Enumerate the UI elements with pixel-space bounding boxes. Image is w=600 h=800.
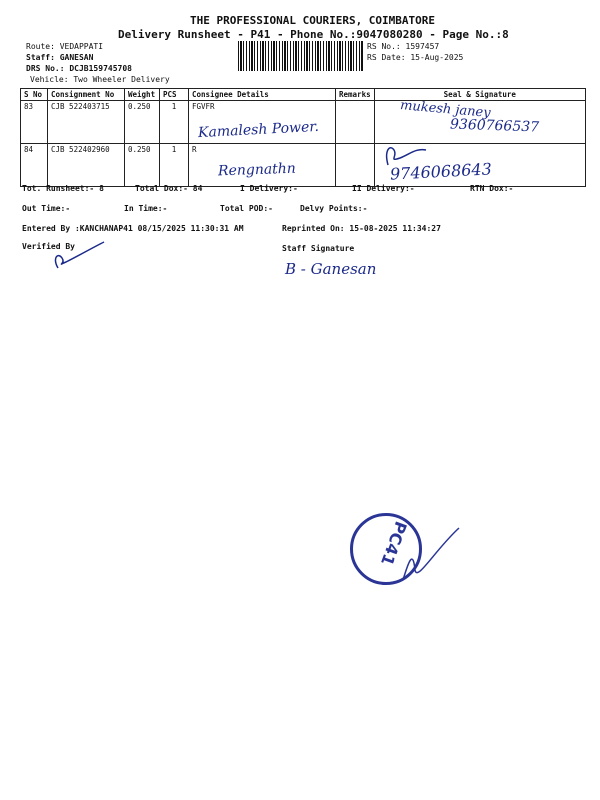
handwritten-phone-1: 9360766537: [449, 116, 540, 136]
cell-sno: 83: [21, 101, 48, 144]
cell-consignment: CJB 522402960: [48, 144, 125, 187]
col-pcs: PCS: [160, 89, 189, 101]
tot-runsheet: Tot. Runsheet:- 8: [22, 184, 104, 193]
col-weight: Weight: [125, 89, 160, 101]
out-time: Out Time:-: [22, 204, 71, 213]
rs-date: RS Date: 15-Aug-2025: [367, 53, 464, 62]
delvy-points: Delvy Points:-: [300, 204, 368, 213]
stamp-signature: [395, 520, 465, 590]
cell-weight: 0.250: [125, 101, 160, 144]
in-time: In Time:-: [124, 204, 168, 213]
col-sno: S No: [21, 89, 48, 101]
staff-signature-label: Staff Signature: [282, 244, 355, 253]
cell-remarks: [336, 101, 375, 144]
cell-consignee: R: [189, 144, 336, 187]
staff-signature-handwritten: B - Ganesan: [285, 260, 377, 278]
stamp-text: PC41: [377, 518, 411, 569]
handwritten-consignee-2: Rengnathn: [217, 160, 297, 180]
cell-weight: 0.250: [125, 144, 160, 187]
entered-by: Entered By :KANCHANAP41 08/15/2025 11:30:31 AM: [22, 224, 244, 233]
col-consignment: Consignment No: [48, 89, 125, 101]
reprinted-on: Reprinted On: 15-08-2025 11:34:27: [282, 224, 441, 233]
handwritten-signature-name-1: mukesh janey: [399, 98, 492, 121]
i-delivery: I Delivery:-: [240, 184, 298, 193]
cell-consignee: FGVFR: [189, 101, 336, 144]
cell-sno: 84: [21, 144, 48, 187]
table-header-row: [21, 89, 586, 101]
table-row: [21, 144, 586, 187]
total-dox: Total Dox:- 84: [135, 184, 203, 193]
verified-signature: [48, 238, 108, 272]
cell-remarks: [336, 144, 375, 187]
runsheet-table: [20, 88, 586, 187]
verified-by-label: Verified By: [22, 242, 75, 251]
ii-delivery: II Delivery:-: [352, 184, 415, 193]
barcode: [238, 41, 363, 71]
cell-pcs: 1: [160, 144, 189, 187]
total-pod: Total POD:-: [220, 204, 273, 213]
vehicle-label: Vehicle: Two Wheeler Delivery: [30, 75, 170, 84]
col-consignee: Consignee Details: [189, 89, 336, 101]
staff-label: Staff: GANESAN: [26, 53, 94, 62]
cell-pcs: 1: [160, 101, 189, 144]
col-seal: Seal & Signature: [374, 89, 585, 101]
handwritten-phone-2: 9746068643: [389, 159, 493, 184]
handwritten-consignee-1: Kamalesh Power.: [197, 118, 320, 142]
drs-number: DRS No.: DCJB159745708: [26, 64, 132, 73]
cell-consignment: CJB 522403715: [48, 101, 125, 144]
col-remarks: Remarks: [336, 89, 375, 101]
rs-number: RS No.: 1597457: [367, 42, 440, 51]
runsheet-subtitle: Delivery Runsheet - P41 - Phone No.:9047080280 - Page No.:8: [118, 28, 509, 41]
route-label: Route: VEDAPPATI: [26, 42, 104, 51]
rtn-dox: RTN Dox:-: [470, 184, 514, 193]
company-title: THE PROFESSIONAL COURIERS, COIMBATORE: [190, 14, 436, 27]
